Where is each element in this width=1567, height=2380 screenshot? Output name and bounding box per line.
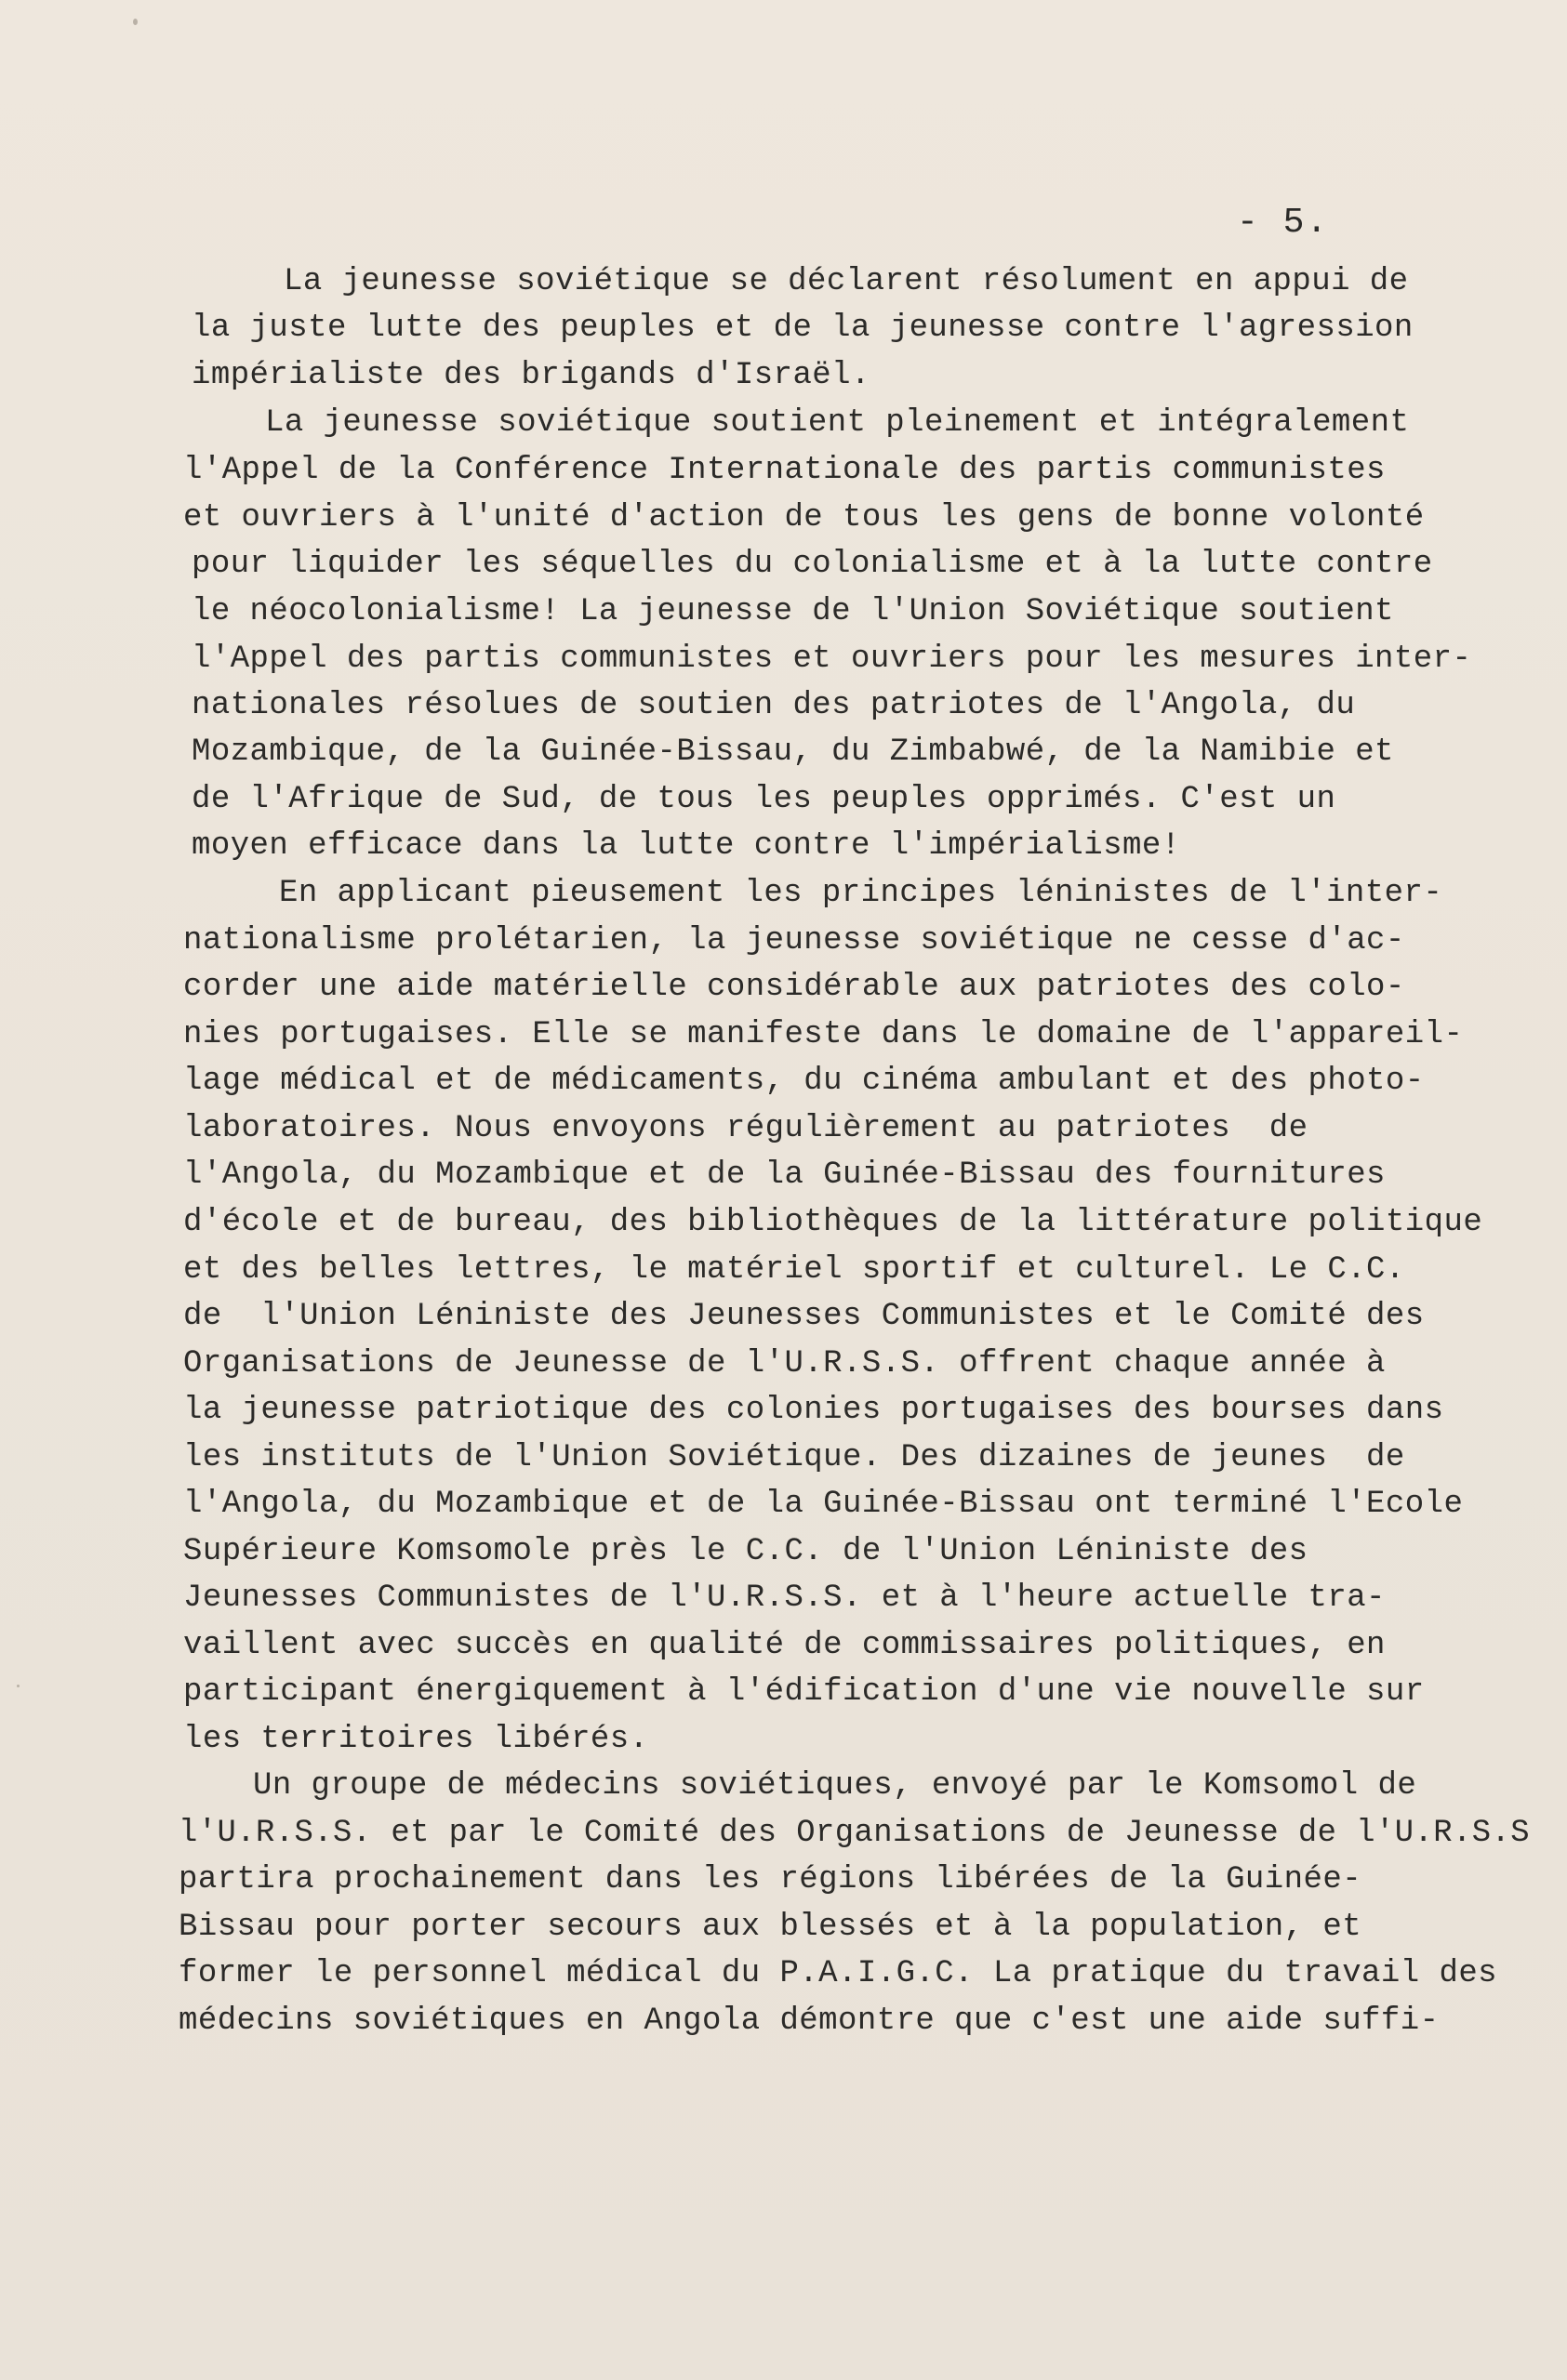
text-line: pour liquider les séquelles du colonialisme et à la lutte contre [192,547,1433,582]
text-line: médecins soviétiques en Angola démontre que c'est une aide suffi- [179,2003,1440,2039]
text-line: les territoires libérés. [183,1722,649,1757]
text-line: La jeunesse soviétique soutient pleinement et intégralement [265,405,1410,441]
text-line: lage médical et de médicaments, du cinéma ambulant et des photo- [183,1064,1425,1099]
text-line: partira prochainement dans les régions libérées de la Guinée- [179,1862,1362,1897]
paper-speck [133,19,138,25]
text-line: de l'Union Léniniste des Jeunesses Communistes et le Comité des [183,1299,1425,1334]
text-line: La jeunesse soviétique se déclarent résolument en appui de [284,264,1409,299]
text-line: et ouvriers à l'unité d'action de tous les gens de bonne volonté [183,500,1425,536]
text-line: l'U.R.S.S. et par le Comité des Organisations de Jeunesse de l'U.R.S.S [179,1816,1531,1851]
text-line: nationales résolues de soutien des patriotes de l'Angola, du [192,688,1356,723]
text-line: de l'Afrique de Sud, de tous les peuples opprimés. C'est un [192,782,1336,817]
text-line: les instituts de l'Union Soviétique. Des dizaines de jeunes de [183,1440,1405,1475]
text-line: participant énergiquement à l'édification d'une vie nouvelle sur [183,1674,1425,1710]
text-line: Un groupe de médecins soviétiques, envoyé par le Komsomol de [253,1768,1417,1804]
text-line: l'Appel des partis communistes et ouvriers pour les mesures inter- [192,641,1472,677]
text-line: corder une aide matérielle considérable aux patriotes des colo- [183,970,1405,1005]
paper-speck [17,1685,20,1687]
text-line: Jeunesses Communistes de l'U.R.S.S. et à l'heure actuelle tra- [183,1580,1386,1616]
text-line: vaillent avec succès en qualité de commissaires politiques, en [183,1628,1386,1663]
text-line: nies portugaises. Elle se manifeste dans le domaine de l'appareil- [183,1017,1464,1052]
text-line: et des belles lettres, le matériel sportif et culturel. Le C.C. [183,1252,1405,1288]
page-number: - 5. [1237,203,1330,243]
text-line: laboratoires. Nous envoyons régulièrement au patriotes de [183,1111,1308,1146]
text-line: le néocolonialisme! La jeunesse de l'Union Soviétique soutient [192,594,1394,629]
text-line: l'Appel de la Conférence Internationale des partis communistes [183,453,1386,488]
text-line: Organisations de Jeunesse de l'U.R.S.S. offrent chaque année à [183,1346,1386,1382]
text-line: Bissau pour porter secours aux blessés et à la population, et [179,1910,1362,1945]
text-line: nationalisme prolétarien, la jeunesse soviétique ne cesse d'ac- [183,923,1405,959]
text-line: d'école et de bureau, des bibliothèques de la littérature politique [183,1205,1483,1240]
text-line: En applicant pieusement les principes léninistes de l'inter- [279,876,1443,911]
text-line: l'Angola, du Mozambique et de la Guinée-Bissau des fournitures [183,1157,1386,1193]
text-line: moyen efficace dans la lutte contre l'impérialisme! [192,828,1181,864]
text-line: la juste lutte des peuples et de la jeunesse contre l'agression [192,311,1414,346]
text-line: la jeunesse patriotique des colonies portugaises des bourses dans [183,1393,1444,1428]
text-line: Supérieure Komsomole près le C.C. de l'Union Léniniste des [183,1534,1308,1569]
text-line: impérialiste des brigands d'Israël. [192,358,870,393]
text-line: l'Angola, du Mozambique et de la Guinée-Bissau ont terminé l'Ecole [183,1487,1464,1522]
text-line: former le personnel médical du P.A.I.G.C. La pratique du travail des [179,1956,1498,1991]
text-line: Mozambique, de la Guinée-Bissau, du Zimbabwé, de la Namibie et [192,734,1394,770]
